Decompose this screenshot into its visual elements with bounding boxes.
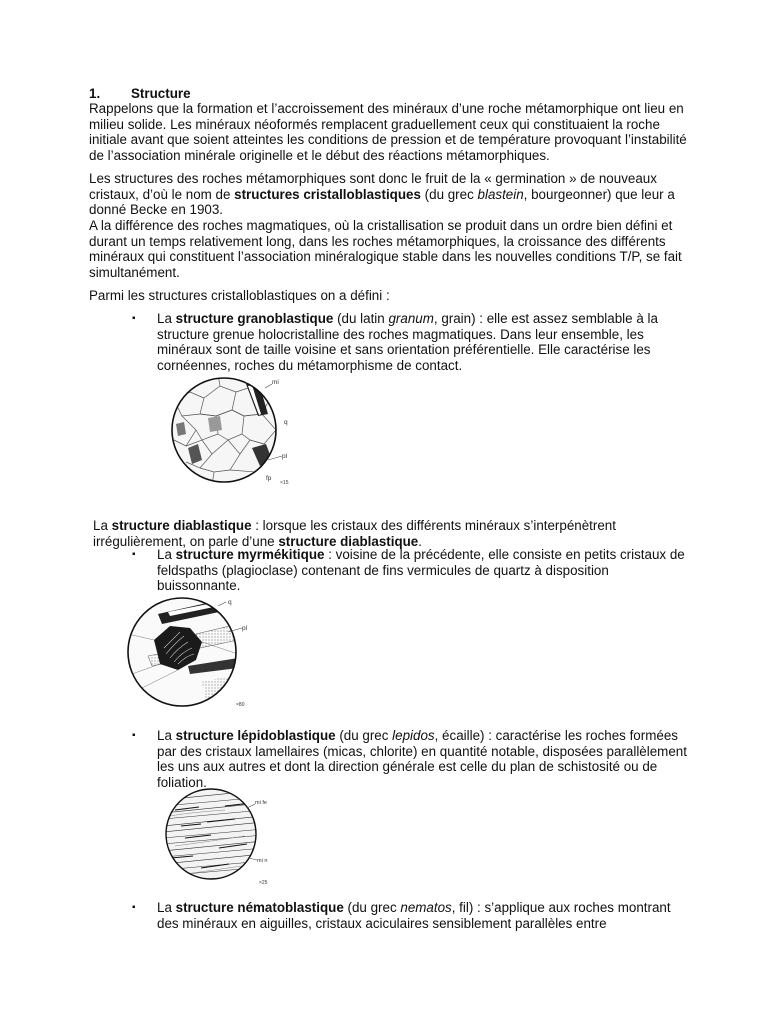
fig3-label-mi-fe: mi fe [255, 800, 267, 806]
bullet-icon: ▪ [132, 549, 136, 560]
fig1-label-pl: pl [282, 453, 288, 460]
fig1-scale: ×15 [280, 480, 289, 486]
section-title: Structure [131, 86, 191, 101]
fig3-scale: ×25 [259, 880, 268, 886]
list-item-lepidoblastique: ▪ La structure lépidoblastique (du grec lepidos, écaille) : caractérise les roches formées par des cristaux lamellaires (micas, chlorite) en quantité notable, disposées parallèlement les uns aux autres et dont la direction générale est celle du plan de schistosité ou de foliation. [132, 728, 687, 790]
crystalloblastic-paragraph: Les structures des roches métamorphiques sont donc le fruit de la « germination » de nouveaux cristaux, d’où le nom de structures cristalloblastiques (du grec blastein, bourgeonner) que leur a donné Becke en 1903. [89, 171, 675, 218]
term-cristalloblastiques: structures cristalloblastiques [234, 186, 421, 202]
diablastique-paragraph: La structure diablastique : lorsque les cristaux des différents minéraux s’interpénètrent irrégulièrement, on parle d’une structure diablastique. [93, 518, 616, 549]
fig1-label-q: q [284, 419, 288, 426]
list-item-nematoblastique: ▪ La structure nématoblastique (du grec nematos, fil) : s’applique aux roches montrant des minéraux en aiguilles, cristaux aciculaires sensiblement parallèles entre [132, 900, 671, 931]
fig2-scale: ×80 [236, 702, 245, 708]
figure-lepidoblastic-thin-section [155, 786, 285, 890]
list-item-myrmekitique: ▪ La structure myrmékitique : voisine de la précédente, elle consiste en petits cristaux de feldspaths (plagioclase) contenant de fins vermicules de quartz à disposition buissonnante. [132, 547, 685, 594]
section-heading [89, 86, 689, 102]
bullet-icon: ▪ [132, 902, 136, 913]
figure-granoblastic-thin-section [160, 370, 300, 488]
fig1-label-fp: fp [266, 475, 272, 482]
fig2-label-q: q [228, 599, 232, 606]
fig1-label-mi: mi [272, 379, 279, 386]
list-intro: Parmi les structures cristalloblastiques on a défini : [89, 288, 390, 303]
figure-myrmekitic-thin-section [118, 594, 258, 712]
list-item-granoblastique: ▪ La structure granoblastique (du latin granum, grain) : elle est assez semblable à la structure grenue holocristalline des roches magmatiques. Dans leur ensemble, les minéraux sont de taille voisine et sans orientation préférentielle. Elle caractérise les cornéennes, roches du métamorphisme de contact. [132, 311, 658, 373]
bullet-icon: ▪ [132, 730, 136, 741]
bullet-icon: ▪ [132, 313, 136, 324]
section-number: 1. [89, 86, 101, 101]
intro-paragraph: Rappelons que la formation et l’accroissement des minéraux d’une roche métamorphique ont lieu en milieu solide. Les minéraux néoformés remplacent graduellement ceux qui constituaient la roche initiale avant que soient atteintes les conditions de pression et de température provoquant l’instabilité de l’association minérale originelle et le début des réactions métamorphiques. [89, 101, 687, 163]
comparison-paragraph: A la différence des roches magmatiques, où la cristallisation se produit dans un ordre bien défini et durant un temps relativement long, dans les roches métamorphiques, la croissance des différents minéraux qui constituent l’association minéralogique stable dans les nouvelles conditions T/P, se fait simultanément. [89, 218, 682, 280]
fig3-label-mi-n: mi n [257, 858, 268, 864]
fig2-label-pl: pl [242, 625, 248, 632]
